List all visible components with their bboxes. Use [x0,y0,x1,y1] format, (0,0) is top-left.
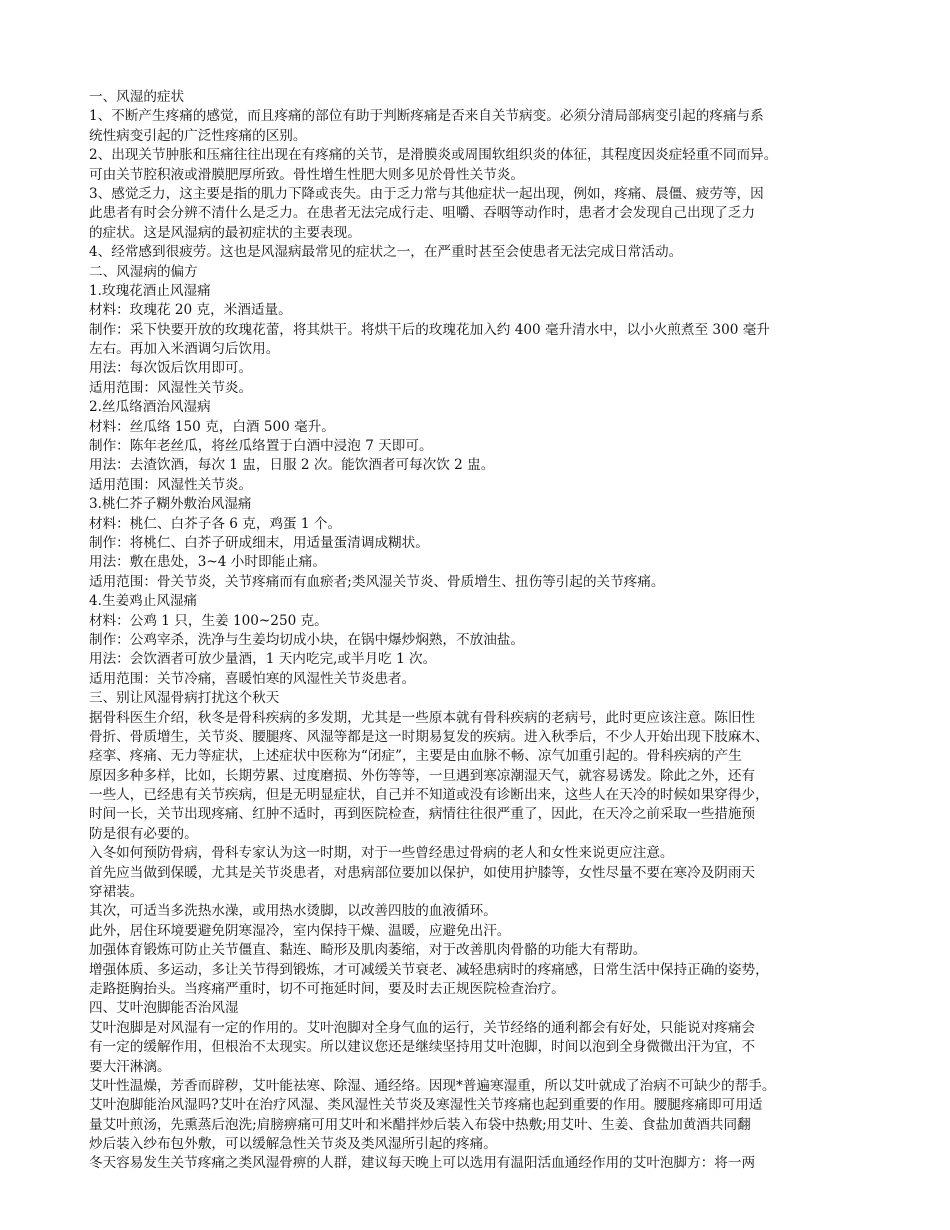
paragraph-line: 制作：陈年老丝瓜，将丝瓜络置于白酒中浸泡 7 天即可。 [89,438,433,455]
paragraph-line: 适用范围：骨关节炎，关节疼痛而有血瘀者;类风湿关节炎、骨质增生、扭伤等引起的关节疼痛。 [89,573,665,590]
paragraph-line: 的症状。这是风湿病的最初症状的主要表现。 [89,224,361,241]
paragraph-line: 骨折、骨质增生，关节炎、腰腿疼、风湿等都是这一时期易复发的疾病。进入秋季后，不少人开始出现下肢麻木、 [89,728,769,745]
paragraph-line: 材料：桃仁、白芥子各 6 克，鸡蛋 1 个。 [89,515,342,532]
paragraph-line: 穿裙装。 [89,884,144,901]
paragraph-line: 有一定的缓解作用，但根治不太现实。所以建议您还是继续坚持用艾叶泡脚，时间以泡到全身微微出汗为宜，不 [89,1039,756,1056]
paragraph-line: 此患者有时会分辨不清什么是乏力。在患者无法完成行走、咀嚼、吞咽等动作时，患者才会发现自己出现了乏力 [89,205,756,222]
paragraph-line: 制作：公鸡宰杀，洗净与生姜均切成小块，在锅中爆炒焖熟，不放油盐。 [89,631,524,648]
paragraph-line: 艾叶性温燥，芳香而辟秽，艾叶能祛寒、除湿、通经络。因现*普遍寒湿重，所以艾叶就成了治病不可缺少的帮手。 [89,1077,776,1094]
paragraph-line: 材料：丝瓜络 150 克，白酒 500 毫升。 [89,418,335,435]
paragraph-line: 加强体育锻炼可防止关节僵直、黏连、畸形及肌肉萎缩，对于改善肌肉骨骼的功能大有帮助。 [89,942,647,959]
paragraph-line: 防是很有必要的。 [89,825,198,842]
paragraph-line: 要大汗淋漓。 [89,1058,171,1075]
section-heading-mugwort: 四、艾叶泡脚能否治风湿 [89,1000,239,1017]
paragraph-line: 左右。再加入米酒调匀后饮用。 [89,341,280,358]
paragraph-line: 材料：玫瑰花 20 克，米酒适量。 [89,302,292,319]
section-heading-symptoms: 一、风湿的症状 [89,89,185,105]
paragraph-line: 可由关节腔积液或滑膜肥厚所致。骨性增生性肥大则多见於骨性关节炎。 [89,166,524,183]
paragraph-line: 原因多种多样，比如，长期劳累、过度磨损、外伤等等，一旦遇到寒凉潮湿天气，就容易诱发。除此之外，还有 [89,767,756,784]
paragraph-line: 用法：敷在患处，3~4 小时即能止痛。 [89,554,326,571]
section-heading-autumn: 三、别让风湿骨病打扰这个秋天 [89,690,280,707]
paragraph-line: 炒后装入纱布包外敷，可以缓解急性关节炎及类风湿所引起的疼痛。 [89,1136,497,1153]
document-body [89,88,869,1174]
paragraph-line: 艾叶泡脚能治风湿吗?艾叶在治疗风湿、类风湿性关节炎及寒湿性关节疼痛也起到重要的作用。腰腿疼痛即可用适 [89,1097,763,1114]
paragraph-line: 艾叶泡脚是对风湿有一定的作用的。艾叶泡脚对全身气血的运行，关节经络的通利都会有好处，只能说对疼痛会 [89,1019,756,1036]
paragraph-line: 2、出现关节肿胀和压痛往往出现在有疼痛的关节，是滑膜炎或周围软组织炎的体征，其程度因炎症轻重不同而异。 [89,147,778,164]
section-heading-remedies: 二、风湿病的偏方 [89,263,198,280]
remedy-title: 3.桃仁芥子糊外敷治风湿痛 [89,496,252,513]
paragraph-line: 一些人，已经患有关节疾病，但是无明显症状，自己并不知道或没有诊断出来，这些人在天冷的时候如果穿得少， [89,787,769,804]
paragraph-line: 首先应当做到保暖，尤其是关节炎患者，对患病部位要加以保护，如使用护膝等，女性尽量不要在寒冷及阴雨天 [89,864,756,881]
paragraph-line: 适用范围：风湿性关节炎。 [89,379,253,396]
paragraph-line: 时间一长，关节出现疼痛、红肿不适时，再到医院检查，病情往往很严重了，因此，在天冷之前采取一些措施预 [89,806,756,823]
paragraph-line: 3、感觉乏力，这主要是指的肌力下降或丧失。由于乏力常与其他症状一起出现，例如，疼痛、晨僵、疲劳等，因 [89,185,764,202]
remedy-title: 2.丝瓜络酒治风湿病 [89,399,211,416]
paragraph-line: 入冬如何预防骨病，骨科专家认为这一时期，对于一些曾经患过骨病的老人和女性来说更应注意。 [89,845,674,862]
paragraph-line: 用法：每次饭后饮用即可。 [89,360,253,377]
paragraph-line: 冬天容易发生关节疼痛之类风湿骨痹的人群，建议每天晚上可以选用有温阳活血通经作用的艾叶泡脚方：将一两 [89,1155,756,1172]
paragraph-line: 材料：公鸡 1 只，生姜 100~250 克。 [89,612,328,629]
paragraph-line: 制作：采下快要开放的玫瑰花蕾，将其烘干。将烘干后的玫瑰花加入约 400 毫升清水中，以小火煎煮至 300 毫升 [89,321,770,338]
paragraph-line: 痉挛、疼痛、无力等症状，上述症状中医称为“闭症”，主要是由血脉不畅、凉气加重引起的。骨科疾病的产生 [89,748,742,765]
paragraph-line: 统性病变引起的广泛性疼痛的区别。 [89,127,307,144]
paragraph-line: 适用范围：关节冷痛，喜暖怕寒的风湿性关节炎患者。 [89,670,416,687]
paragraph-line: 4、经常感到很疲劳。这也是风湿病最常见的症状之一，在严重时甚至会使患者无法完成日常活动。 [89,244,683,261]
paragraph-line: 适用范围：风湿性关节炎。 [89,476,253,493]
paragraph-line: 其次，可适当多洗热水澡，或用热水烫脚，以改善四肢的血液循环。 [89,903,497,920]
paragraph-line: 用法：去渣饮酒，每次 1 盅，日服 2 次。能饮酒者可每次饮 2 盅。 [89,457,495,474]
remedy-title: 1.玫瑰花酒止风湿痛 [89,282,211,299]
paragraph-line: 据骨科医生介绍，秋冬是骨科疾病的多发期，尤其是一些原本就有骨科疾病的老病号，此时更应该注意。陈旧性 [89,709,756,726]
paragraph-line: 用法：会饮酒者可放少量酒，1 天内吃完,或半月吃 1 次。 [89,651,437,668]
paragraph-line: 此外，居住环境要避免阴寒湿冷，室内保持干燥、温暖，应避免出汗。 [89,922,511,939]
remedy-title: 4.生姜鸡止风湿痛 [89,593,198,610]
paragraph-line: 量艾叶煎汤，先熏蒸后泡洗;肩膀痹痛可用艾叶和米醋拌炒后装入布袋中热敷;用艾叶、生姜、食盐加黄酒共同翻 [89,1116,751,1133]
paragraph-line: 走路挺胸抬头。当疼痛严重时，切不可拖延时间，要及时去正规医院检查治疗。 [89,980,565,997]
paragraph-line: 制作：将桃仁、白芥子研成细末，用适量蛋清调成糊状。 [89,534,429,551]
paragraph-line: 增强体质、多运动，多让关节得到锻炼，才可减缓关节衰老、减轻患病时的疼痛感，日常生活中保持正确的姿势， [89,961,769,978]
paragraph-line: 1、不断产生疼痛的感觉，而且疼痛的部位有助于判断疼痛是否来自关节病变。必须分清局部病变引起的疼痛与系 [89,108,764,125]
